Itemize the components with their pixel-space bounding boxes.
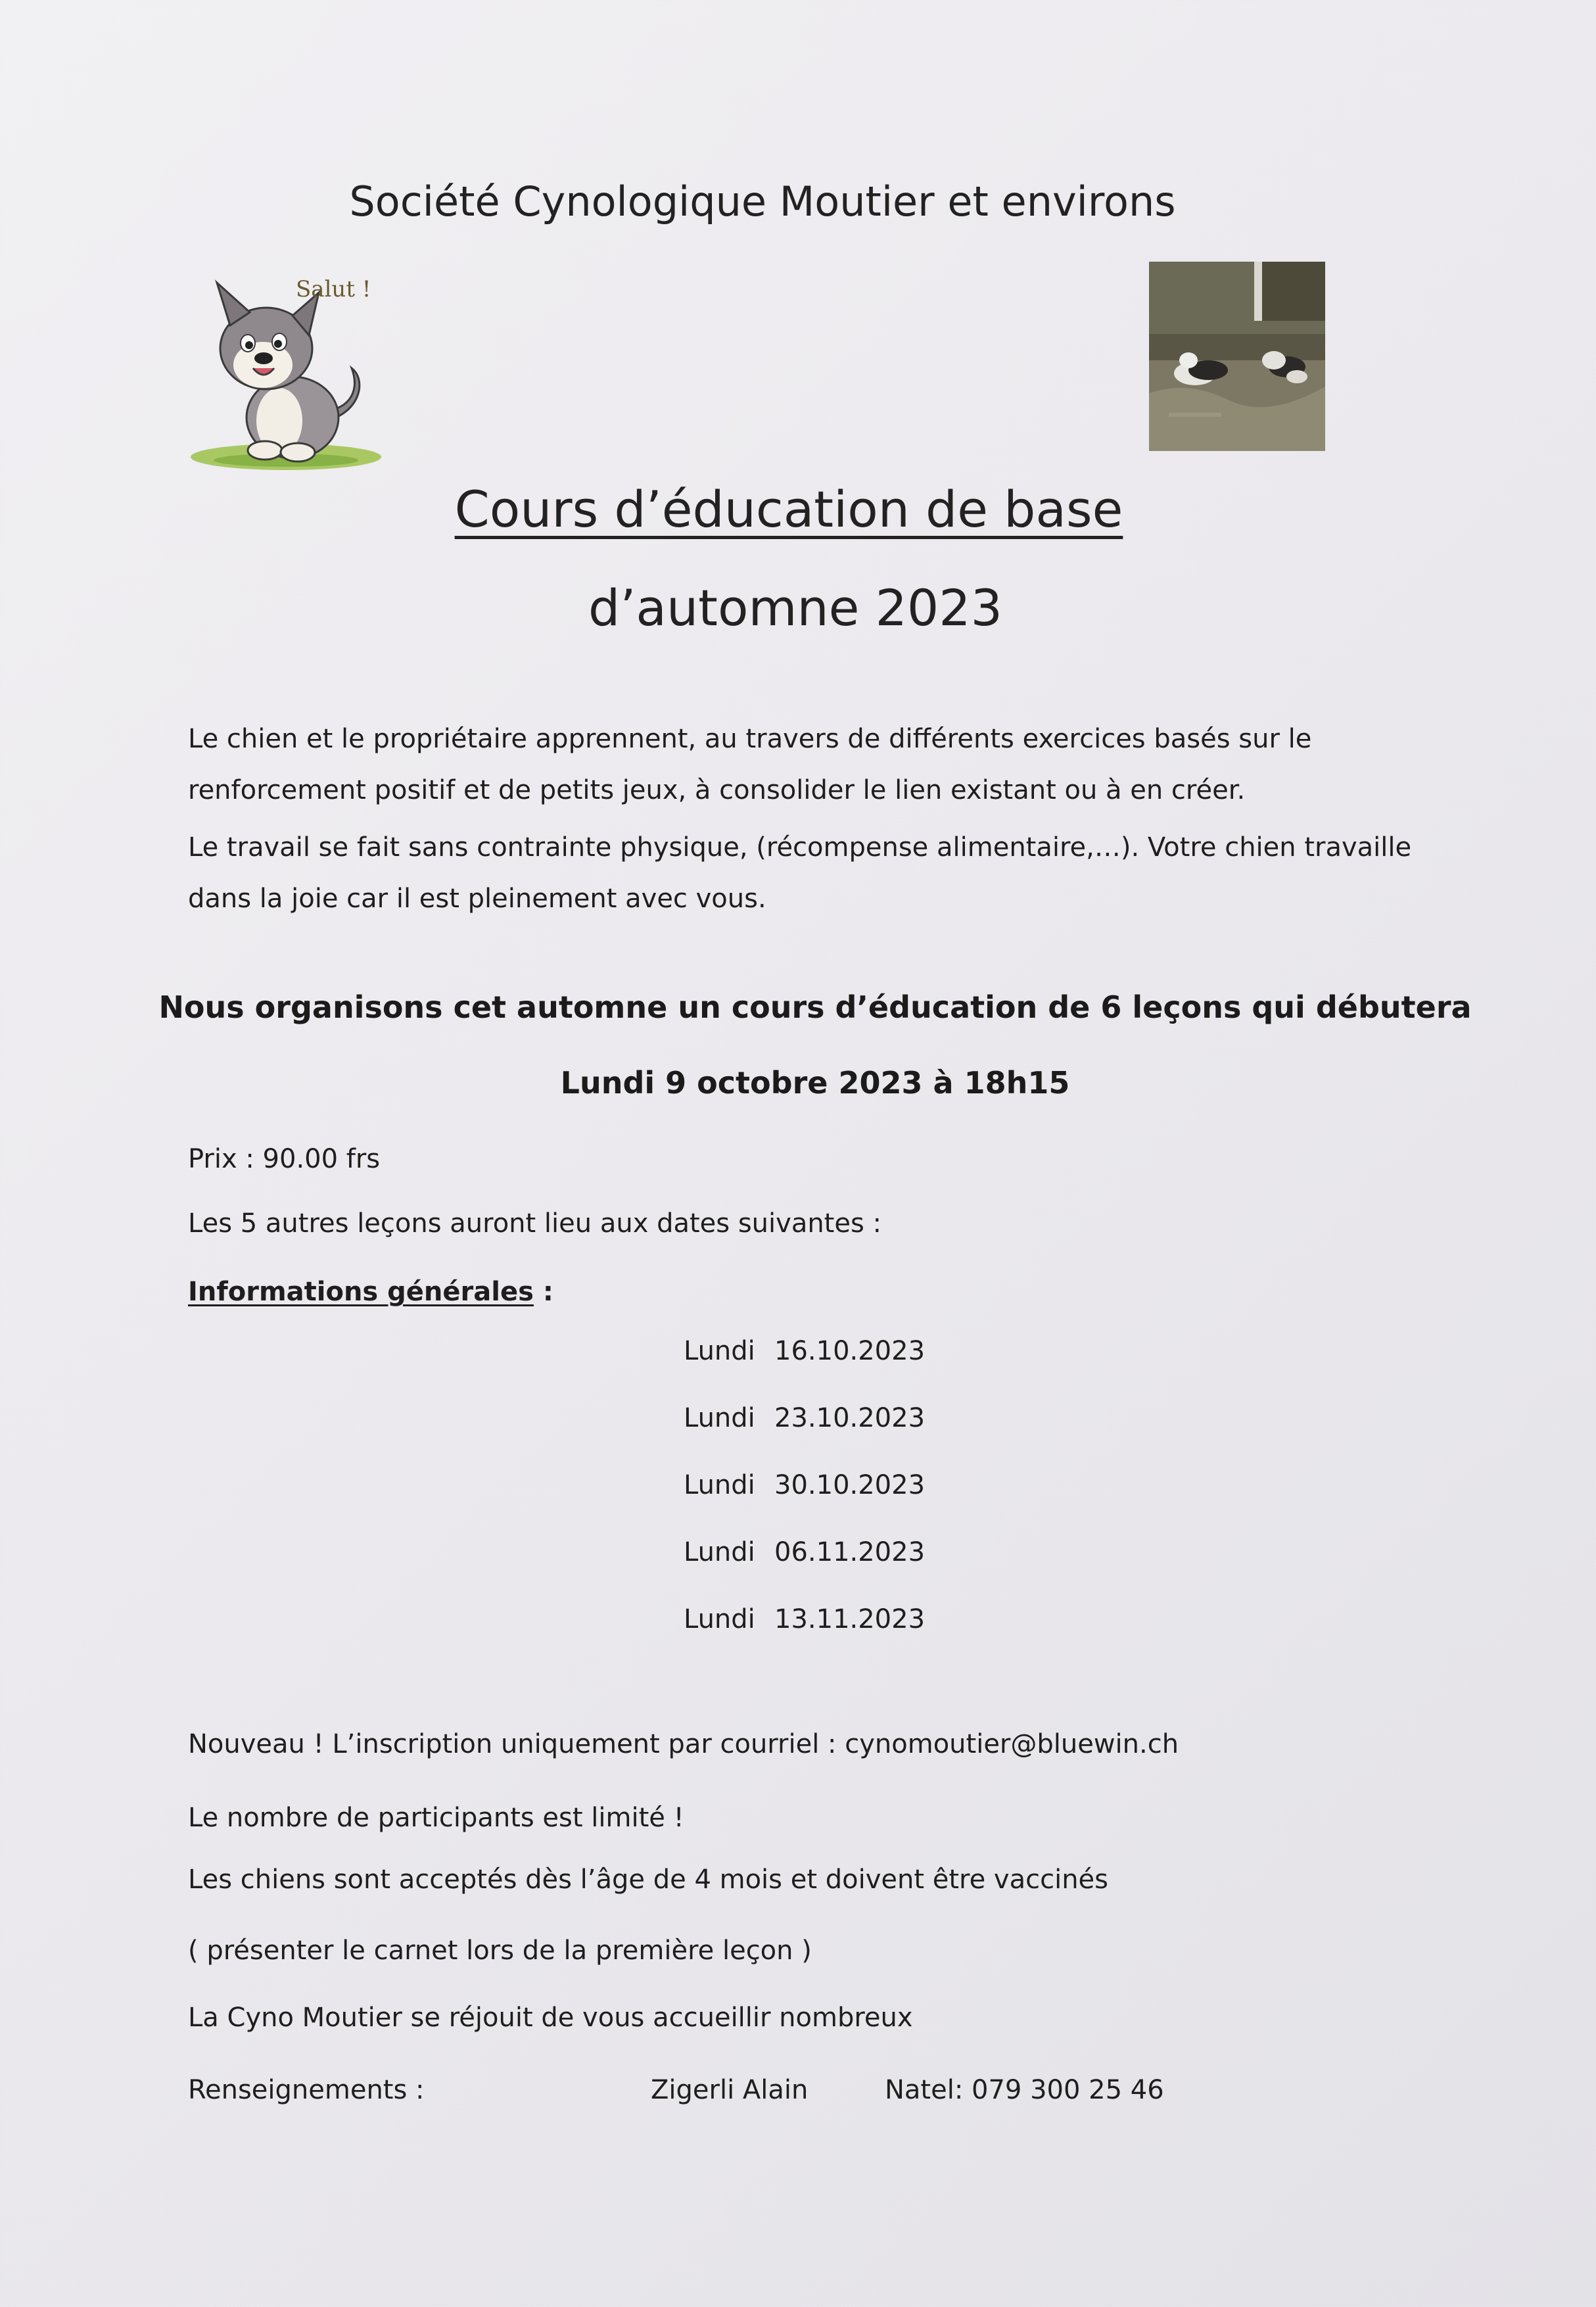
lesson-date-row (684, 1403, 925, 1433)
cartoon-caption: Salut ! (296, 276, 371, 302)
lesson-date: 16.10.2023 (774, 1336, 926, 1366)
lesson-date-row (684, 1537, 925, 1567)
course-title-text: Cours d’éducation de base (454, 480, 1123, 538)
intro-paragraph-2 (188, 822, 1450, 924)
lesson-day: Lundi (684, 1537, 755, 1567)
lesson-day: Lundi (684, 1403, 755, 1433)
intro-p2-line1: Le travail se fait sans contrainte physique, (récompense alimentaire,…). Votre chien travaille (188, 832, 1412, 863)
lesson-date: 23.10.2023 (774, 1403, 926, 1433)
start-date: Lundi 9 octobre 2023 à 18h15 (560, 1065, 1070, 1101)
lesson-date: 06.11.2023 (774, 1537, 926, 1567)
contact-row (188, 2075, 1305, 2105)
dog-photo (1149, 262, 1325, 451)
age-requirement-text: Les chiens sont acceptés dès l’âge de 4 mois et doivent être vaccinés (188, 1865, 1108, 1895)
course-title (0, 480, 1578, 538)
general-info-heading (188, 1277, 553, 1307)
announcement-line: Nous organisons cet automne un cours d’éducation de 6 leçons qui débutera (158, 989, 1472, 1025)
general-info-label: Informations générales (188, 1277, 534, 1307)
organization-title: Société Cynologique Moutier et environs (349, 178, 1176, 226)
course-subtitle: d’automne 2023 (588, 579, 1002, 637)
intro-p1-line2: renforcement positif et de petits jeux, à consolider le lien existant ou à en créer. (188, 775, 1246, 805)
lesson-day: Lundi (684, 1604, 755, 1634)
intro-p2-line2: dans la joie car il est pleinement avec vous. (188, 884, 766, 914)
contact-label: Renseignements : (188, 2075, 425, 2105)
carnet-text: ( présenter le carnet lors de la première leçon ) (188, 1936, 812, 1966)
lesson-day: Lundi (684, 1336, 755, 1366)
intro-paragraph-1 (188, 713, 1450, 816)
lesson-date: 13.11.2023 (774, 1604, 926, 1634)
limited-text: Le nombre de participants est limité ! (188, 1803, 684, 1833)
contact-name: Zigerli Alain (651, 2075, 809, 2105)
lesson-date-row (684, 1470, 925, 1500)
lesson-date-row (684, 1604, 925, 1634)
lesson-date-row (684, 1336, 925, 1366)
lesson-day: Lundi (684, 1470, 755, 1500)
welcome-text: La Cyno Moutier se réjouit de vous accueillir nombreux (188, 2003, 913, 2033)
general-info-colon: : (533, 1277, 553, 1307)
registration-text: Nouveau ! L’inscription uniquement par courriel : cynomoutier@bluewin.ch (188, 1729, 1179, 1759)
intro-p1-line1: Le chien et le propriétaire apprennent, au travers de différents exercices basés sur le (188, 724, 1312, 754)
lesson-date: 30.10.2023 (774, 1470, 926, 1500)
contact-phone: Natel: 079 300 25 46 (885, 2075, 1164, 2105)
price-text: Prix : 90.00 frs (188, 1144, 381, 1174)
other-lessons-text: Les 5 autres leçons auront lieu aux dates suivantes : (188, 1208, 881, 1239)
